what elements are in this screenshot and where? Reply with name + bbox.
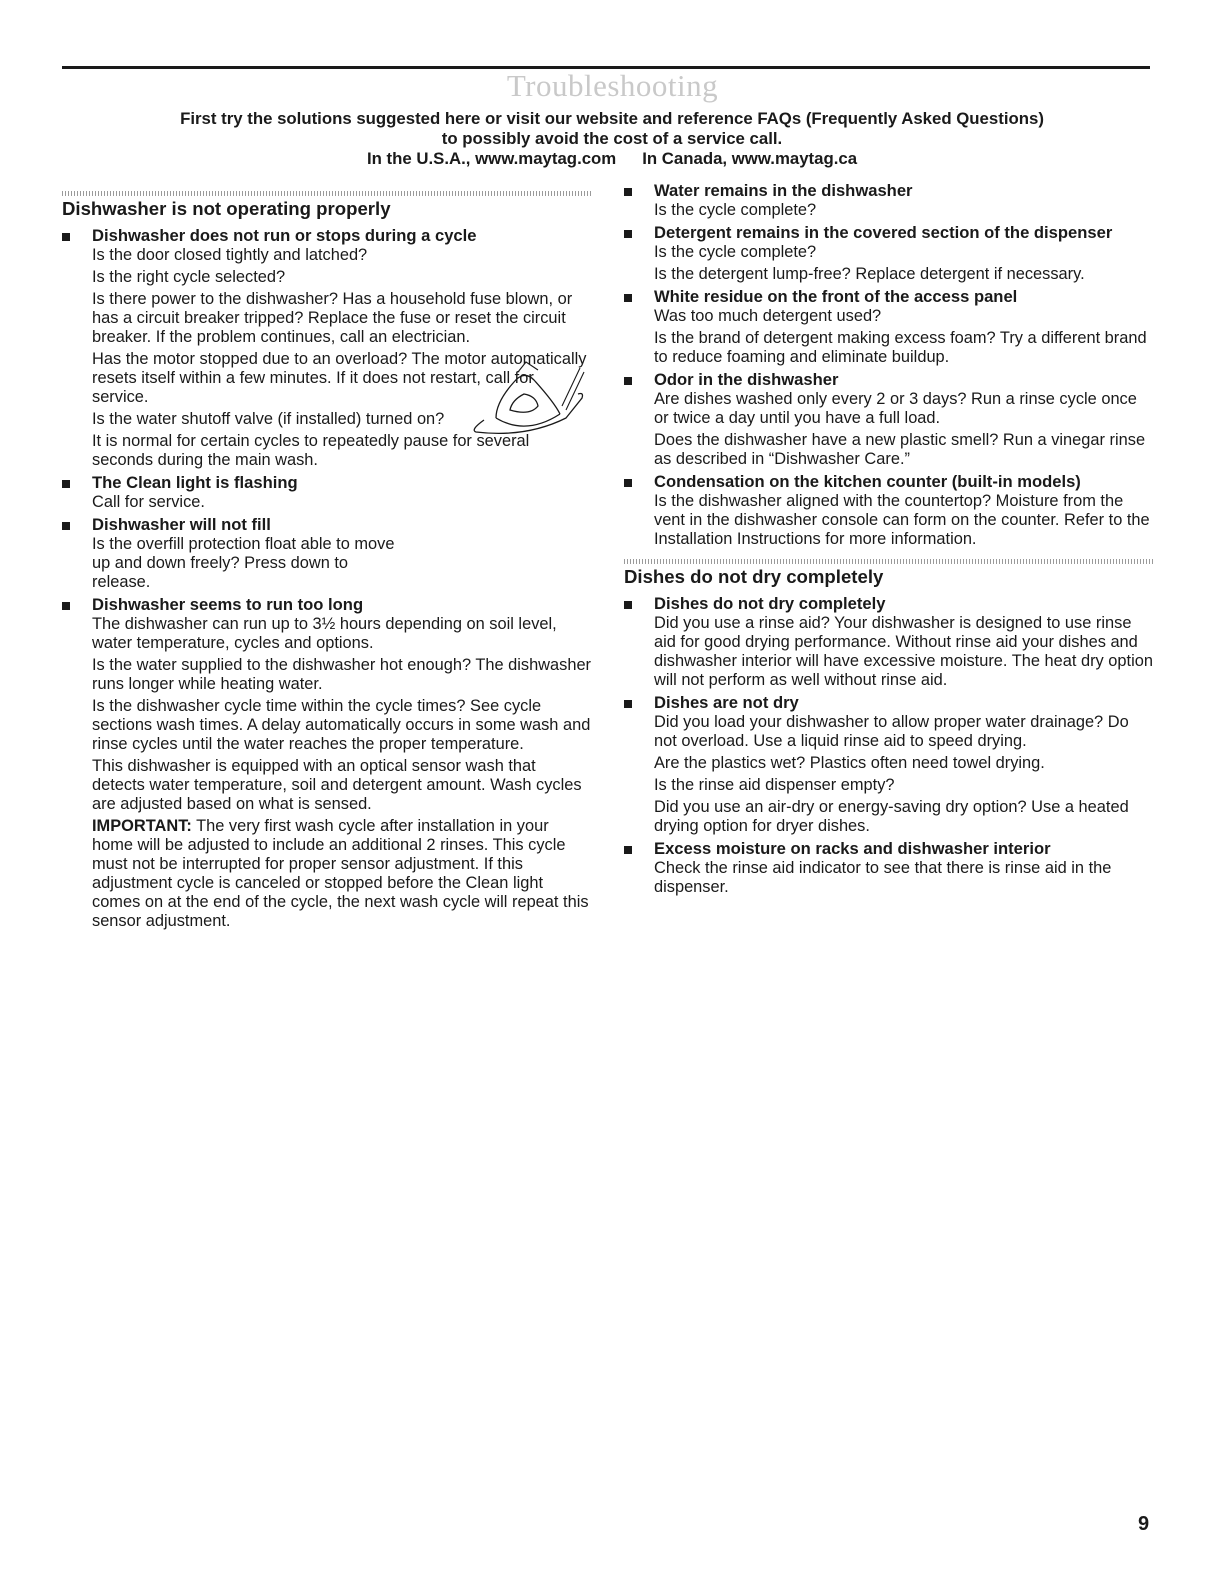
intro-line-2: to possibly avoid the cost of a service call. [441,129,783,148]
right-column [624,181,1154,900]
issue-text: Has the motor stopped due to an overload? The motor automatically resets itself within a few minutes. If it does not restart, call for service. [92,350,587,406]
intro-line-1: First try the solutions suggested here or visit our website and reference FAQs (Frequently Asked Questions) [180,109,1044,128]
issue-item [624,693,1154,836]
issue-item [62,473,592,512]
section-rule [62,191,592,196]
issue-title: Dishwasher seems to run too long [92,595,364,614]
issue-title: Odor in the dishwasher [654,370,839,389]
issue-text: Is the water supplied to the dishwasher hot enough? The dishwasher runs longer while heating water. [92,656,592,693]
page-title: Troubleshooting [506,68,719,103]
issue-item [62,595,592,931]
section-title: Dishwasher is not operating properly [62,198,391,219]
issue-text: Are the plastics wet? Plastics often need towel drying. [654,754,1045,772]
issue-item [624,472,1154,549]
usa-website: In the U.S.A., www.maytag.com [366,149,617,168]
issue-title: Condensation on the kitchen counter (built-in models) [654,472,1081,491]
bullet-icon [62,233,70,241]
issue-item [62,515,592,592]
bullet-icon [62,480,70,488]
issue-text: Is the detergent lump-free? Replace detergent if necessary. [654,265,1085,283]
issue-text: Is the rinse aid dispenser empty? [654,776,895,794]
intro-line-3 [62,149,1162,169]
issue-text: Did you use a rinse aid? Your dishwasher is designed to use rinse aid for good drying performance. Without rinse aid your dishes and dishwasher interior will have excessive moisture. The heat dry option will not perform as well without rinse aid. [654,614,1153,689]
issue-item [624,594,1154,690]
issue-item [624,181,1154,220]
section-header-operating [62,185,592,220]
issue-title: Water remains in the dishwasher [654,181,913,200]
left-column [62,181,592,934]
issue-text: Is the water shutoff valve (if installed) turned on? [92,410,445,428]
bullet-icon [62,602,70,610]
issue-text: Call for service. [92,493,205,511]
page-number: 9 [1138,1513,1150,1535]
issue-title: White residue on the front of the access panel [654,287,1018,306]
important-note [92,817,592,931]
issue-item [624,223,1154,284]
issue-title: Dishwasher will not fill [92,515,271,534]
issue-text: Is the right cycle selected? [92,268,286,286]
bullet-icon [624,846,632,854]
important-text: The very first wash cycle after installation in your home will be adjusted to include an additional 2 rinses. This cycle must not be interrupted for proper sensor adjustment. If this adjustment cycle is canceled or stopped before the Clean light comes on at the end of the cycle, the next wash cycle will repeat this sensor adjustment. [92,817,589,930]
issue-text: The dishwasher can run up to 3½ hours depending on soil level, water temperature, cycles and options. [92,615,557,652]
bullet-icon [624,700,632,708]
issue-title: Dishes are not dry [654,693,799,712]
issue-text: Is the cycle complete? [654,243,817,261]
issue-text: Was too much detergent used? [654,307,882,325]
bullet-icon [62,522,70,530]
intro [62,109,1162,169]
issue-item [624,839,1154,897]
bullet-icon [624,188,632,196]
issue-text: Is the dishwasher aligned with the countertop? Moisture from the vent in the dishwasher console can form on the counter. Refer to the Installation Instructions for more information. [654,492,1150,548]
issue-text: Did you load your dishwasher to allow proper water drainage? Do not overload. Use a liquid rinse aid to speed drying. [654,713,1129,750]
issue-text: Are dishes washed only every 2 or 3 days? Run a rinse cycle once or twice a day until you have a full load. [654,390,1137,427]
issue-text: It is normal for certain cycles to repeatedly pause for several seconds during the main wash. [92,432,530,469]
issue-text: Is the overfill protection float able to move up and down freely? Press down to release. [92,535,395,591]
issue-text: Check the rinse aid indicator to see that there is rinse aid in the dispenser. [654,859,1112,896]
overfill-float-illustration [466,358,586,438]
canada-website: In Canada, www.maytag.ca [642,149,858,168]
bullet-icon [624,479,632,487]
important-label: IMPORTANT: [92,817,192,835]
issue-text: Did you use an air-dry or energy-saving dry option? Use a heated drying option for dryer dishes. [654,798,1129,835]
section-header-drying [624,553,1154,588]
issue-text: Is the door closed tightly and latched? [92,246,368,264]
issue-text: Is there power to the dishwasher? Has a household fuse blown, or has a circuit breaker tripped? Replace the fuse or reset the circuit breaker. If the problem continues, call an electrician. [92,290,573,346]
issue-title: Dishes do not dry completely [654,594,886,613]
section-rule [624,559,1154,564]
issue-item [624,370,1154,469]
issue-text: Is the cycle complete? [654,201,817,219]
bullet-icon [624,377,632,385]
issue-title: Excess moisture on racks and dishwasher interior [654,839,1051,858]
issue-text: Does the dishwasher have a new plastic smell? Run a vinegar rinse as described in “Dishwasher Care.” [654,431,1146,468]
issue-text: Is the brand of detergent making excess foam? Try a different brand to reduce foaming and eliminate buildup. [654,329,1147,366]
bullet-icon [624,601,632,609]
bullet-icon [624,294,632,302]
issue-text: Is the dishwasher cycle time within the cycle times? See cycle sections wash times. A delay automatically occurs in some wash and rinse cycles until the water reaches the proper temperature. [92,697,591,753]
issue-text: This dishwasher is equipped with an optical sensor wash that detects water temperature, soil and detergent amount. Wash cycles are adjusted based on what is sensed. [92,757,582,813]
bullet-icon [624,230,632,238]
section-title: Dishes do not dry completely [624,566,884,587]
issue-title: Dishwasher does not run or stops during a cycle [92,226,477,245]
issue-title: Detergent remains in the covered section of the dispenser [654,223,1113,242]
issue-title: The Clean light is flashing [92,473,298,492]
issue-item [624,287,1154,367]
